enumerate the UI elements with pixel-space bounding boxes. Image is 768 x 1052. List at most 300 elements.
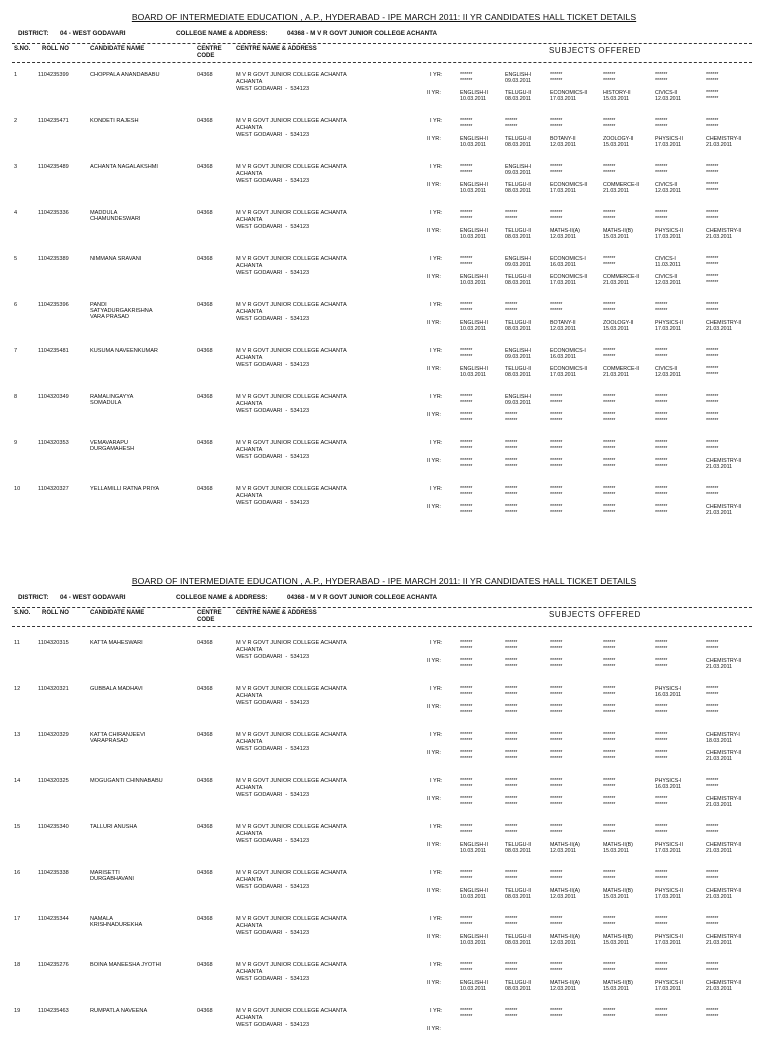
first-year-label: I YR:: [430, 302, 443, 308]
second-year-label: II YR:: [427, 1026, 441, 1032]
second-year-subject: [655, 842, 699, 854]
subject-name: CIVICS-II: [655, 182, 678, 188]
exam-date: ******: [603, 738, 616, 745]
first-year-label: I YR:: [430, 778, 443, 784]
exam-date: 15.03.2011: [603, 142, 630, 149]
exam-date: 10.03.2011: [460, 372, 487, 379]
second-year-subject: [505, 136, 549, 148]
candidate-name: TALLURI ANUSHA: [90, 824, 138, 830]
subject-name: ******: [655, 658, 668, 664]
second-year-subject: [603, 658, 647, 670]
candidate-row: [0, 210, 768, 254]
exam-date: 16.03.2011: [550, 354, 577, 361]
exam-date: ******: [706, 968, 719, 975]
first-year-subject: [706, 962, 750, 974]
subject-name: ******: [505, 916, 518, 922]
exam-date: 08.03.2011: [505, 372, 532, 379]
exam-date: ******: [603, 510, 616, 517]
first-year-subject: [550, 72, 594, 84]
subject-name: ******: [550, 394, 563, 400]
exam-date: ******: [460, 738, 473, 745]
subject-name: ******: [505, 704, 518, 710]
second-year-subject: [550, 90, 594, 102]
candidate-name: KATTA MAHESWARI: [90, 640, 143, 646]
exam-date: ******: [603, 784, 616, 791]
exam-date: 16.03.2011: [655, 784, 682, 791]
second-year-subject: [505, 458, 549, 470]
exam-date: ******: [655, 876, 668, 883]
first-year-label: I YR:: [430, 962, 443, 968]
first-year-subject: [655, 302, 699, 314]
second-year-subject: [603, 888, 647, 900]
exam-date: 21.03.2011: [603, 280, 630, 287]
exam-date: ******: [460, 418, 473, 425]
exam-date: 17.03.2011: [655, 142, 682, 149]
subject-name: ******: [460, 458, 473, 464]
roll-number: 1104235399: [38, 72, 69, 78]
candidate-name: RUMPATLA NAVEENA: [90, 1008, 148, 1014]
subject-name: ******: [505, 750, 518, 756]
roll-number: 1104235463: [38, 1008, 69, 1014]
subject-name: ******: [603, 704, 616, 710]
exam-date: 12.03.2011: [550, 940, 577, 947]
subject-name: ******: [706, 118, 719, 124]
exam-date: 21.03.2011: [603, 188, 630, 195]
subject-name: TELUGU-II: [505, 366, 532, 372]
exam-date: ******: [505, 756, 518, 763]
first-year-subject: [706, 870, 750, 882]
exam-date: ******: [505, 692, 518, 699]
centre-code: 04368: [197, 118, 213, 124]
header-candidate-name: CANDIDATE NAME: [90, 610, 145, 616]
second-year-subject: [706, 136, 750, 148]
candidate-row: [0, 1008, 768, 1052]
exam-date: ******: [706, 492, 719, 499]
second-year-subject: [505, 320, 549, 332]
exam-date: ******: [550, 738, 563, 745]
subject-name: ******: [550, 962, 563, 968]
first-year-subject: [460, 640, 504, 652]
second-year-subject: [505, 888, 549, 900]
exam-date: ******: [706, 418, 719, 425]
subject-name: ******: [460, 916, 473, 922]
address-line-1: M V R GOVT JUNIOR COLLEGE ACHANTA: [236, 210, 347, 216]
address-line-1: M V R GOVT JUNIOR COLLEGE ACHANTA: [236, 440, 347, 446]
subject-name: ******: [460, 824, 473, 830]
exam-date: ******: [550, 124, 563, 131]
address-line-3: WEST GODAVARI - 534123: [236, 361, 310, 368]
second-year-subject: [460, 412, 504, 424]
second-year-subject: [550, 458, 594, 470]
subject-name: ENGLISH-II: [460, 182, 488, 188]
exam-date: 09.03.2011: [505, 400, 532, 407]
exam-date: 08.03.2011: [505, 940, 532, 947]
subject-name: ******: [505, 778, 518, 784]
second-year-subject: [505, 796, 549, 808]
subject-name: CIVICS-II: [655, 274, 678, 280]
header-rule-bottom: [12, 626, 752, 627]
serial-number: 13: [14, 732, 21, 738]
second-year-subject: [550, 366, 594, 378]
first-year-subject: [706, 440, 750, 452]
exam-date: ******: [655, 464, 668, 471]
exam-date: 08.03.2011: [505, 234, 532, 241]
exam-date: 12.03.2011: [550, 234, 577, 241]
second-year-label: II YR:: [427, 796, 441, 802]
candidate-row: [0, 778, 768, 822]
serial-number: 18: [14, 962, 21, 968]
second-year-subject: [706, 320, 750, 332]
second-year-label: II YR:: [427, 274, 441, 280]
exam-date: 17.03.2011: [655, 986, 682, 993]
second-year-subject: [655, 412, 699, 424]
exam-date: ******: [505, 968, 518, 975]
candidate-row: [0, 870, 768, 914]
subject-name: ******: [603, 778, 616, 784]
exam-date: ******: [706, 876, 719, 883]
second-year-subject: [655, 320, 699, 332]
candidate-name: CHOPPALA ANANDABABU: [90, 72, 160, 78]
first-year-subject: [655, 640, 699, 652]
serial-number: 3: [14, 164, 18, 170]
exam-date: ******: [505, 710, 518, 717]
serial-number: 19: [14, 1008, 21, 1014]
exam-date: 21.03.2011: [706, 510, 733, 517]
exam-date: ******: [706, 710, 719, 717]
exam-date: ******: [505, 510, 518, 517]
subject-name: ******: [603, 72, 616, 78]
centre-code: 04368: [197, 302, 213, 308]
second-year-subject: [706, 182, 750, 194]
subject-name: ******: [655, 916, 668, 922]
exam-date: ******: [550, 1014, 563, 1021]
first-year-subject: [505, 440, 549, 452]
second-year-subject: [706, 412, 750, 424]
second-year-subject: [603, 274, 647, 286]
address-line-2: ACHANTA: [236, 446, 263, 453]
first-year-label: I YR:: [430, 640, 443, 646]
subject-name: TELUGU-II: [505, 842, 532, 848]
first-year-subject: [550, 916, 594, 928]
exam-date: ******: [460, 262, 473, 269]
header-centre-code: CENTRE CODE: [197, 610, 222, 623]
subject-name: CIVICS-II: [655, 90, 678, 96]
address-line-1: M V R GOVT JUNIOR COLLEGE ACHANTA: [236, 686, 347, 692]
exam-date: ******: [706, 216, 719, 223]
first-year-subject: [550, 302, 594, 314]
exam-date: ******: [460, 78, 473, 85]
exam-date: ******: [706, 400, 719, 407]
exam-date: ******: [603, 354, 616, 361]
subject-name: ******: [550, 686, 563, 692]
exam-date: ******: [655, 308, 668, 315]
second-year-subject: [505, 412, 549, 424]
exam-date: 17.03.2011: [655, 326, 682, 333]
exam-date: 12.03.2011: [655, 188, 682, 195]
first-year-subject: [460, 256, 504, 268]
centre-code: 04368: [197, 824, 213, 830]
first-year-subject: [603, 870, 647, 882]
second-year-subject: [460, 136, 504, 148]
exam-date: ******: [460, 664, 473, 671]
college-value: 04368 - M V R GOVT JUNIOR COLLEGE ACHANTA: [287, 594, 438, 601]
subject-name: ******: [603, 486, 616, 492]
subject-name: ******: [550, 486, 563, 492]
subject-name: ******: [505, 412, 518, 418]
subject-name: ECONOMICS-II: [550, 90, 588, 96]
subject-name: ******: [505, 1008, 518, 1014]
address-line-2: ACHANTA: [236, 354, 263, 361]
second-year-subject: [550, 796, 594, 808]
candidate-name: MOGUGANTI CHINNABABU: [90, 778, 163, 784]
exam-date: 21.03.2011: [706, 986, 733, 993]
exam-date: ******: [550, 802, 563, 809]
second-year-subject: [460, 704, 504, 716]
subject-name: ******: [706, 90, 719, 96]
exam-date: ******: [550, 830, 563, 837]
subject-name: MATHS-II(A): [550, 888, 580, 894]
first-year-subject: [603, 640, 647, 652]
address-line-2: ACHANTA: [236, 922, 263, 929]
exam-date: ******: [603, 78, 616, 85]
serial-number: 10: [14, 486, 21, 492]
candidate-row: [0, 302, 768, 346]
exam-date: ******: [603, 646, 616, 653]
exam-date: 21.03.2011: [706, 894, 733, 901]
exam-date: ******: [655, 492, 668, 499]
centre-code: 04368: [197, 916, 213, 922]
subject-name: ZOOLOGY-II: [603, 136, 634, 142]
exam-date: ******: [550, 876, 563, 883]
candidate-name: KATTA CHIRANJEEVI VARAPRASAD: [90, 732, 146, 745]
exam-date: 10.03.2011: [460, 986, 487, 993]
exam-date: ******: [505, 738, 518, 745]
exam-date: ******: [655, 124, 668, 131]
subject-name: PHYSICS-II: [655, 320, 683, 326]
first-year-subject: [706, 72, 750, 84]
exam-date: ******: [505, 784, 518, 791]
subject-name: ******: [706, 1008, 719, 1014]
first-year-subject: [655, 256, 699, 268]
address-line-3: WEST GODAVARI - 534123: [236, 837, 310, 844]
first-year-subject: [603, 118, 647, 130]
subject-name: ******: [603, 824, 616, 830]
exam-date: ******: [655, 418, 668, 425]
second-year-subject: [550, 658, 594, 670]
first-year-label: I YR:: [430, 118, 443, 124]
subject-name: ******: [706, 778, 719, 784]
subject-name: ******: [603, 394, 616, 400]
first-year-subject: [460, 732, 504, 744]
subject-name: ******: [655, 440, 668, 446]
serial-number: 9: [14, 440, 18, 446]
subject-name: ******: [505, 302, 518, 308]
subject-name: HISTORY-II: [603, 90, 631, 96]
first-year-subject: [706, 916, 750, 928]
second-year-subject: [655, 136, 699, 148]
exam-date: 08.03.2011: [505, 96, 532, 103]
candidate-name: YELLAMILLI RATNA PRIYA: [90, 486, 160, 492]
second-year-subject: [550, 934, 594, 946]
roll-number: 1104320329: [38, 732, 69, 738]
exam-date: 12.03.2011: [550, 326, 577, 333]
centre-code: 04368: [197, 778, 213, 784]
roll-number: 1104320353: [38, 440, 69, 446]
second-year-label: II YR:: [427, 412, 441, 418]
second-year-subject: [460, 796, 504, 808]
subject-name: ******: [505, 640, 518, 646]
first-year-label: I YR:: [430, 164, 443, 170]
subject-name: TELUGU-II: [505, 934, 532, 940]
subject-name: ******: [550, 824, 563, 830]
header-rule-bottom: [12, 62, 752, 63]
address-line-3: WEST GODAVARI - 534123: [236, 699, 310, 706]
candidate-row: [0, 164, 768, 208]
subject-name: ******: [460, 394, 473, 400]
subject-name: ******: [706, 412, 719, 418]
first-year-subject: [603, 1008, 647, 1020]
address-line-1: M V R GOVT JUNIOR COLLEGE ACHANTA: [236, 164, 347, 170]
exam-date: 10.03.2011: [460, 894, 487, 901]
first-year-subject: [603, 778, 647, 790]
second-year-subject: [603, 458, 647, 470]
second-year-subject: [460, 228, 504, 240]
address-line-2: ACHANTA: [236, 876, 263, 883]
subject-name: CHEMISTRY-II: [706, 458, 742, 464]
address-line-2: ACHANTA: [236, 400, 263, 407]
header-rule-top: [12, 607, 752, 608]
subject-name: PHYSICS-II: [655, 136, 683, 142]
address-line-3: WEST GODAVARI - 534123: [236, 653, 310, 660]
roll-number: 1104235276: [38, 962, 69, 968]
exam-date: 18.03.2011: [706, 738, 733, 745]
first-year-subject: [505, 732, 549, 744]
subject-name: CHEMISTRY-II: [706, 934, 742, 940]
first-year-subject: [550, 440, 594, 452]
exam-date: 09.03.2011: [505, 262, 532, 269]
second-year-subject: [460, 934, 504, 946]
exam-date: ******: [460, 922, 473, 929]
exam-date: ******: [603, 400, 616, 407]
exam-date: 08.03.2011: [505, 848, 532, 855]
subject-name: ******: [706, 164, 719, 170]
first-year-subject: [706, 394, 750, 406]
first-year-subject: [550, 164, 594, 176]
subject-name: ******: [706, 302, 719, 308]
exam-date: ******: [550, 492, 563, 499]
second-year-subject: [655, 90, 699, 102]
second-year-subject: [460, 320, 504, 332]
exam-date: ******: [655, 216, 668, 223]
exam-date: ******: [603, 710, 616, 717]
subject-name: ******: [460, 796, 473, 802]
first-year-subject: [460, 778, 504, 790]
subject-name: ******: [603, 686, 616, 692]
second-year-subject: [706, 796, 750, 808]
subject-name: ******: [505, 458, 518, 464]
subject-name: ******: [655, 796, 668, 802]
second-year-subject: [505, 934, 549, 946]
exam-date: ******: [706, 308, 719, 315]
candidate-row: [0, 962, 768, 1006]
subject-name: ******: [706, 962, 719, 968]
second-year-subject: [505, 750, 549, 762]
candidate-name: MADDULA CHAMUNDESWARI: [90, 210, 141, 223]
address-line-2: ACHANTA: [236, 262, 263, 269]
exam-date: ******: [603, 170, 616, 177]
subject-name: ******: [603, 348, 616, 354]
first-year-subject: [550, 870, 594, 882]
first-year-subject: [603, 210, 647, 222]
second-year-subject: [655, 750, 699, 762]
first-year-subject: [550, 394, 594, 406]
first-year-subject: [550, 640, 594, 652]
subject-name: ******: [603, 870, 616, 876]
subject-name: ENGLISH-II: [460, 842, 488, 848]
subject-name: ******: [550, 658, 563, 664]
second-year-subject: [655, 934, 699, 946]
first-year-subject: [655, 686, 699, 698]
exam-date: 08.03.2011: [505, 280, 532, 287]
subject-name: ECONOMICS-II: [550, 274, 588, 280]
subject-name: PHYSICS-II: [655, 980, 683, 986]
exam-date: ******: [603, 692, 616, 699]
second-year-subject: [655, 704, 699, 716]
address-line-2: ACHANTA: [236, 784, 263, 791]
subject-name: MATHS-II(A): [550, 842, 580, 848]
address-line-3: WEST GODAVARI - 534123: [236, 177, 310, 184]
exam-date: ******: [655, 510, 668, 517]
second-year-subject: [550, 842, 594, 854]
exam-date: ******: [603, 756, 616, 763]
second-year-subject: [505, 366, 549, 378]
exam-date: ******: [550, 510, 563, 517]
subject-name: ******: [655, 750, 668, 756]
candidate-row: [0, 486, 768, 530]
first-year-subject: [655, 916, 699, 928]
header-centre-address: CENTRE NAME & ADDRESS: [236, 46, 317, 52]
exam-date: ******: [460, 354, 473, 361]
subject-name: MATHS-II(B): [603, 842, 633, 848]
subject-name: ******: [550, 778, 563, 784]
subject-name: ******: [550, 210, 563, 216]
candidate-name: VEMAVARAPU DURGAMAHESH: [90, 440, 135, 453]
second-year-subject: [460, 366, 504, 378]
first-year-subject: [505, 778, 549, 790]
second-year-subject: [505, 90, 549, 102]
exam-date: ******: [706, 1014, 719, 1021]
subject-name: MATHS-II(A): [550, 980, 580, 986]
exam-date: ******: [550, 692, 563, 699]
first-year-subject: [460, 870, 504, 882]
roll-number: 1104235338: [38, 870, 69, 876]
subject-name: TELUGU-II: [505, 320, 532, 326]
exam-date: 08.03.2011: [505, 326, 532, 333]
subject-name: ******: [460, 750, 473, 756]
address-line-3: WEST GODAVARI - 534123: [236, 1021, 310, 1028]
subject-name: ******: [460, 658, 473, 664]
first-year-subject: [655, 348, 699, 360]
address-line-2: ACHANTA: [236, 1014, 263, 1021]
exam-date: ******: [460, 876, 473, 883]
exam-date: 15.03.2011: [603, 234, 630, 241]
serial-number: 1: [14, 72, 18, 78]
exam-date: 12.03.2011: [550, 142, 577, 149]
subject-name: ******: [550, 72, 563, 78]
subject-name: CHEMISTRY-I: [706, 732, 740, 738]
second-year-label: II YR:: [427, 320, 441, 326]
subject-name: ******: [460, 732, 473, 738]
